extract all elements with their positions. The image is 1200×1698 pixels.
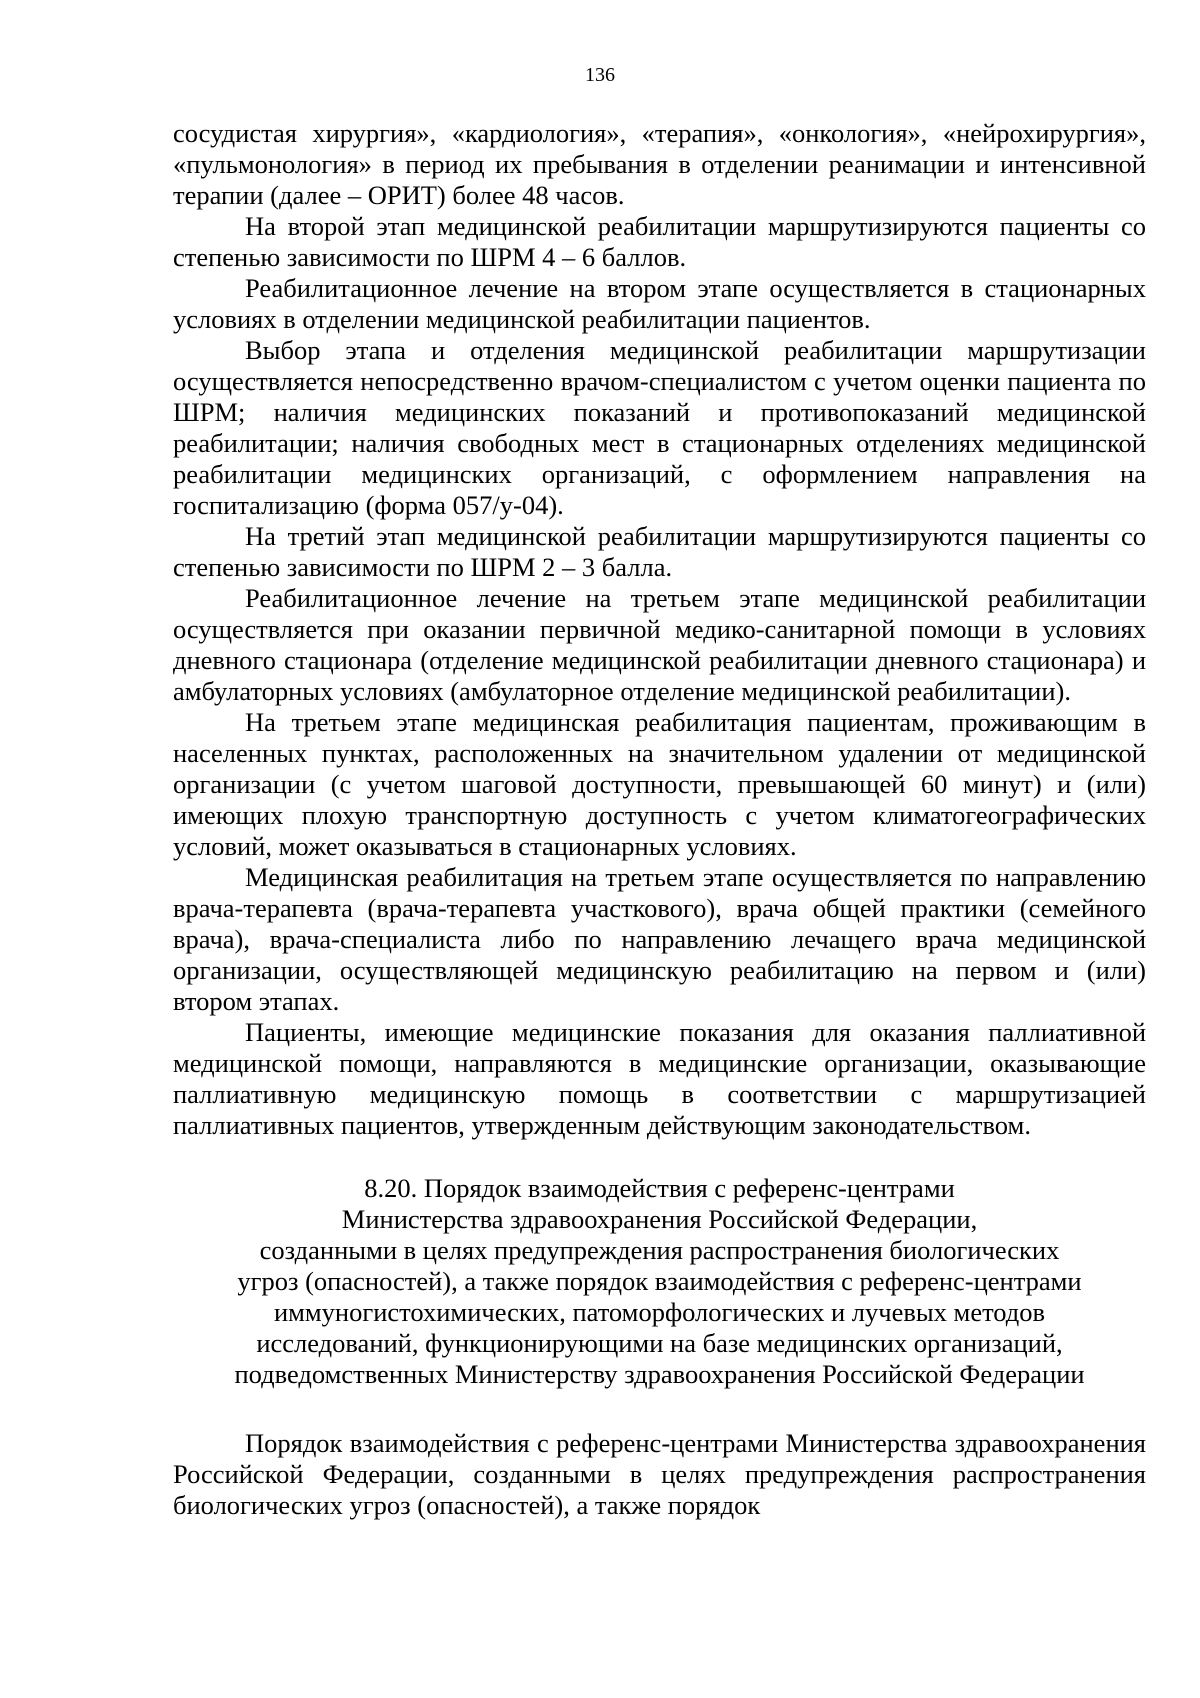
body-paragraph: сосудистая хирургия», «кардиология», «терапия», «онкология», «нейрохирургия», «пульмонология» в период их пребывания в отделении реанимации и интенсивной терапии (далее – ОРИТ) более 48 часов.: [173, 118, 1146, 210]
body-paragraph: Медицинская реабилитация на третьем этапе осуществляется по направлению врача-терапевта (врача-терапевта участкового), врача общей практики (семейного врача), врача-специалиста либо по направлению лечащего врача медицинской организации, осуществляющей медицинскую реабилитацию на первом и (или) втором этапах.: [173, 862, 1146, 1016]
document-body: [173, 118, 1146, 1521]
section-heading-line: Министерства здравоохранения Российской Федерации,: [341, 1204, 978, 1234]
body-paragraph: На второй этап медицинской реабилитации маршрутизируются пациенты со степенью зависимости по ШРМ 4 – 6 баллов.: [173, 211, 1146, 272]
page-number: 136: [585, 64, 615, 86]
paragraphs-before-heading: [173, 118, 1146, 1141]
section-heading-line: исследований, функционирующими на базе медицинских организаций,: [256, 1328, 1063, 1358]
section-heading-line: созданными в целях предупреждения распространения биологических: [259, 1235, 1060, 1265]
body-paragraph: Пациенты, имеющие медицинские показания для оказания паллиативной медицинской помощи, направляются в медицинские организации, оказывающие паллиативную медицинскую помощь в соответствии с маршрутизацией паллиативных пациентов, утвержденным действующим законодательством.: [173, 1017, 1146, 1140]
paragraphs-after-heading: [173, 1428, 1146, 1521]
body-paragraph: На третьем этапе медицинская реабилитация пациентам, проживающим в населенных пунктах, расположенных на значительном удалении от медицинской организации (с учетом шаговой доступности, превышающей 60 минут) и (или) имеющих плохую транспортную доступность с учетом климатогеографических условий, может оказываться в стационарных условиях.: [173, 707, 1146, 861]
body-paragraph: Реабилитационное лечение на втором этапе осуществляется в стационарных условиях в отделении медицинской реабилитации пациентов.: [173, 273, 1146, 334]
section-heading: [173, 1173, 1146, 1390]
section-heading-line: подведомственных Министерству здравоохранения Российской Федерации: [234, 1359, 1085, 1389]
body-paragraph: Выбор этапа и отделения медицинской реабилитации маршрутизации осуществляется непосредственно врачом-специалистом с учетом оценки пациента по ШРМ; наличия медицинских показаний и противопоказаний медицинской реабилитации; наличия свободных мест в стационарных отделениях медицинской реабилитации медицинских организаций, с оформлением направления на госпитализацию (форма 057/у-04).: [173, 335, 1146, 520]
body-paragraph: Реабилитационное лечение на третьем этапе медицинской реабилитации осуществляется при оказании первичной медико-санитарной помощи в условиях дневного стационара (отделение медицинской реабилитации дневного стационара) и амбулаторных условиях (амбулаторное отделение медицинской реабилитации).: [173, 583, 1146, 706]
body-paragraph: На третий этап медицинской реабилитации маршрутизируются пациенты со степенью зависимости по ШРМ 2 – 3 балла.: [173, 521, 1146, 582]
body-paragraph: Порядок взаимодействия с референс-центрами Министерства здравоохранения Российской Федерации, созданными в целях предупреждения распространения биологических угроз (опасностей), а также порядок: [173, 1428, 1146, 1520]
section-heading-line: 8.20. Порядок взаимодействия с референс-центрами: [364, 1173, 955, 1203]
section-heading-line: иммуногистохимических, патоморфологических и лучевых методов: [273, 1297, 1046, 1327]
section-heading-line: угроз (опасностей), а также порядок взаимодействия с референс-центрами: [237, 1266, 1082, 1296]
